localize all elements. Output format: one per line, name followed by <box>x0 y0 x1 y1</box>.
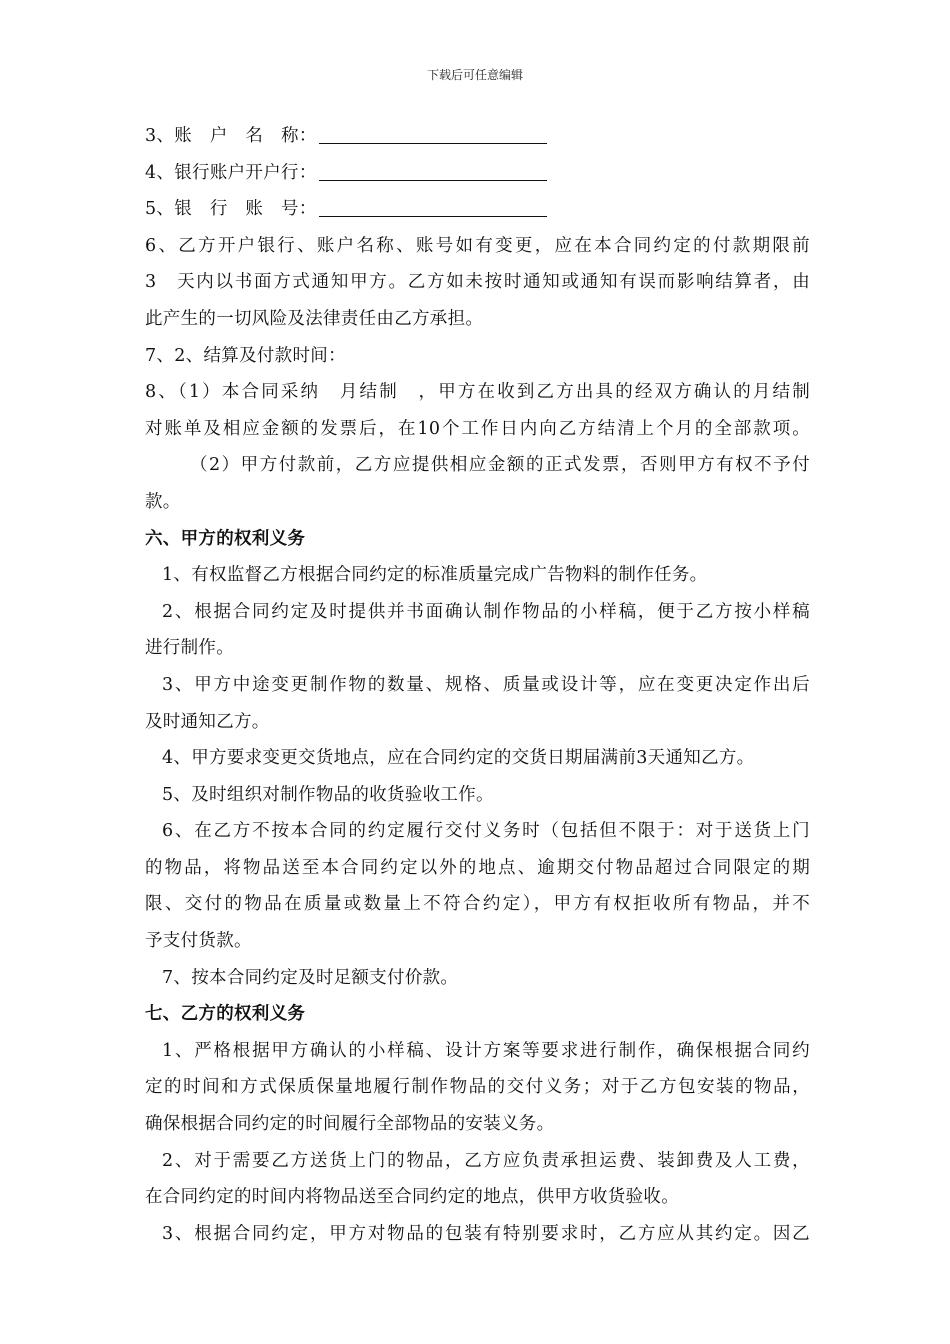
paragraph-line: 2、根据合同约定及时提供并书面确认制作物品的小样稿，便于乙方按小样稿 <box>162 601 810 622</box>
document-body <box>145 118 810 1252</box>
paragraph-line: 3、甲方中途变更制作物的数量、规格、质量或设计等，应在变更决定作出后 <box>162 674 810 695</box>
paragraph-line: 限、交付的物品在质量或数量上不符合约定），甲方有权拒收所有物品，并不 <box>145 894 810 915</box>
paragraph-line: 的物品，将物品送至本合同约定以外的地点、逾期交付物品超过合同限定的期 <box>145 857 810 878</box>
paragraph-line: 3、根据合同约定，甲方对物品的包装有特别要求时，乙方应从其约定。因乙 <box>162 1223 810 1244</box>
field-label: 5、银 行 账 号： <box>145 199 317 220</box>
paragraph-line: 在合同约定的时间内将物品送至合同约定的地点，供甲方收货验收。 <box>145 1187 679 1208</box>
paragraph-line: 确保根据合同约定的时间履行全部物品的安装义务。 <box>145 1114 555 1135</box>
field-label: 4、银行账户开户行： <box>145 162 317 183</box>
paragraph-line: 款。 <box>145 491 181 512</box>
paragraph-line: 此产生的一切风险及法律责任由乙方承担。 <box>145 308 484 329</box>
paragraph-line: 1、严格根据甲方确认的小样稿、设计方案等要求进行制作，确保根据合同约 <box>162 1040 810 1061</box>
paragraph-line: 6、乙方开户银行、账户名称、账号如有变更，应在本合同约定的付款期限前 <box>145 235 810 256</box>
paragraph-line: 予支付货款。 <box>145 931 252 952</box>
paragraph-line: 6、在乙方不按本合同的约定履行交付义务时（包括但不限于：对于送货上门 <box>162 821 810 842</box>
field-label: 3、账 户 名 称： <box>145 126 317 146</box>
fill-blank <box>319 198 547 217</box>
paragraph-line: 5、及时组织对制作物品的收货验收工作。 <box>162 784 494 805</box>
paragraph-line: 1、有权监督乙方根据合同约定的标准质量完成广告物料的制作任务。 <box>162 565 708 586</box>
field-account-name <box>145 118 810 155</box>
section-heading: 七、乙方的权利义务 <box>145 1004 306 1025</box>
paragraph-line: 定的时间和方式保质保量地履行制作物品的交付义务；对于乙方包安装的物品， <box>145 1077 810 1098</box>
paragraph-line: （2）甲方付款前，乙方应提供相应金额的正式发票，否则甲方有权不予付 <box>190 455 810 476</box>
field-bank-branch <box>145 155 810 192</box>
paragraph-line: 进行制作。 <box>145 638 234 659</box>
paragraph-line: 对账单及相应金额的发票后，在10个工作日内向乙方结清上个月的全部款项。 <box>145 418 810 439</box>
fill-blank <box>319 162 547 181</box>
section-heading: 六、甲方的权利义务 <box>145 528 306 549</box>
paragraph-line: 及时通知乙方。 <box>145 711 270 732</box>
paragraph-line: 3 天内以书面方式通知甲方。乙方如未按时通知或通知有误而影响结算者，由 <box>145 272 810 293</box>
paragraph-line: 7、2、结算及付款时间： <box>145 345 346 366</box>
field-bank-account <box>145 191 810 228</box>
paragraph-line: 7、按本合同约定及时足额支付价款。 <box>162 967 459 988</box>
paragraph-line: 4、甲方要求变更交货地点，应在合同约定的交货日期届满前3天通知乙方。 <box>162 748 755 769</box>
paragraph-line: 8、（1）本合同采纳 月结制 ，甲方在收到乙方出具的经双方确认的月结制 <box>145 382 810 403</box>
fill-blank <box>319 125 547 144</box>
paragraph-line: 2、对于需要乙方送货上门的物品，乙方应负责承担运费、装卸费及人工费， <box>162 1150 810 1171</box>
page-header: 下载后可任意编辑 <box>426 68 523 82</box>
